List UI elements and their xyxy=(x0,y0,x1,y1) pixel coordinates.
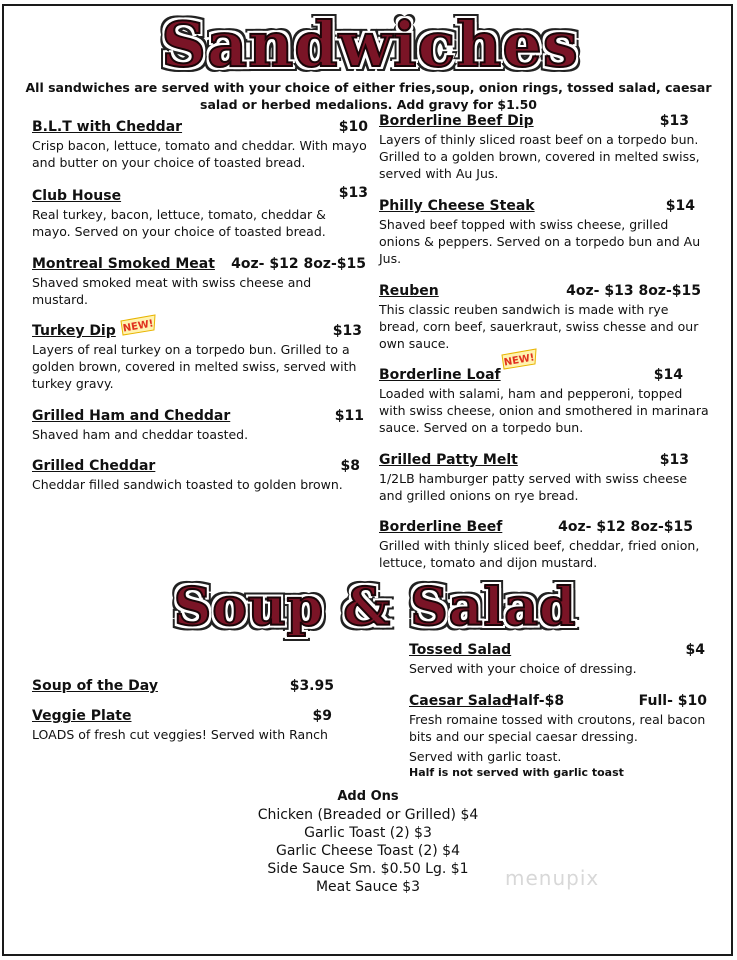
item-price: $13 xyxy=(332,323,362,339)
item-name: Borderline Beef Dip xyxy=(379,113,534,129)
item-name: Veggie Plate xyxy=(32,708,132,724)
item-description: This classic reuben sandwich is made with rye bread, corn beef, sauerkraut, swiss chesse and our own sauce. xyxy=(379,302,699,351)
item-price: $14 xyxy=(665,198,695,214)
item-name: Club House xyxy=(32,188,122,204)
item-price-half: Half-$8 xyxy=(507,693,565,709)
new-badge-text: NEW! xyxy=(122,318,155,335)
item-price: $8 xyxy=(340,458,360,474)
item-description: Real turkey, bacon, lettuce, tomato, cheddar & mayo. Served on your choice of toasted bread. xyxy=(32,207,326,239)
item-price: $3.95 xyxy=(289,678,334,694)
item-description: Fresh romaine tossed with croutons, real bacon bits and our special caesar dressing. xyxy=(409,712,706,744)
menu-item-caesar-salad xyxy=(409,692,709,780)
new-badge-icon xyxy=(119,313,157,337)
item-price: 4oz- $13 8oz-$15 xyxy=(566,283,701,299)
item-description: Shaved smoked meat with swiss cheese and mustard. xyxy=(32,275,312,307)
item-name: Philly Cheese Steak xyxy=(379,198,535,214)
addon-item: Garlic Cheese Toast (2) $4 xyxy=(276,843,460,859)
item-price: $13 xyxy=(338,185,368,201)
item-description: Grilled with thinly sliced beef, cheddar, fried onion, lettuce, tomato and dijon mustard. xyxy=(379,538,700,570)
menu-item-borderline-loaf xyxy=(379,366,709,436)
new-badge-icon xyxy=(500,347,538,371)
item-name: Tossed Salad xyxy=(409,642,512,658)
item-price: $11 xyxy=(334,408,364,424)
menu-item-grilled-cheddar xyxy=(32,457,368,493)
menu-item-blt xyxy=(32,118,368,171)
item-price: $13 xyxy=(659,452,689,468)
item-price: $13 xyxy=(659,113,689,129)
item-description: Shaved ham and cheddar toasted. xyxy=(32,427,249,442)
item-price-full: Full- $10 xyxy=(638,693,707,709)
item-note: Served with garlic toast. xyxy=(409,749,562,764)
menu-item-montreal-smoked-meat xyxy=(32,255,368,308)
menu-item-philly-cheese-steak xyxy=(379,197,709,267)
item-name: Borderline Loaf xyxy=(379,367,501,383)
menu-item-tossed-salad xyxy=(409,641,707,677)
item-name: Borderline Beef xyxy=(379,519,503,535)
item-name: Grilled Ham and Cheddar xyxy=(32,408,231,424)
item-description: 1/2LB hamburger patty served with swiss cheese and grilled onions on rye bread. xyxy=(379,471,688,503)
menu-item-veggie-plate xyxy=(32,707,332,743)
item-name: Soup of the Day xyxy=(32,678,158,694)
item-description: LOADS of fresh cut veggies! Served with Ranch xyxy=(32,727,328,742)
addon-item: Garlic Toast (2) $3 xyxy=(304,825,432,841)
menu-item-borderline-beef xyxy=(379,518,709,571)
item-description: Layers of thinly sliced roast beef on a torpedo bun. Grilled to a golden brown, covered in melted swiss, served with Au Jus. xyxy=(379,132,700,181)
item-price: $14 xyxy=(653,367,683,383)
add-ons-title: Add Ons xyxy=(337,789,399,804)
item-description: Cheddar filled sandwich toasted to golden brown. xyxy=(32,477,343,492)
soup-salad-banner: Soup & Salad xyxy=(173,577,577,638)
item-note-bold: Half is not served with garlic toast xyxy=(409,766,624,779)
addon-item: Side Sauce Sm. $0.50 Lg. $1 xyxy=(267,861,469,877)
menu-item-reuben xyxy=(379,282,709,352)
menu-item-borderline-beef-dip xyxy=(379,112,709,182)
item-description: Crisp bacon, lettuce, tomato and cheddar. With mayo and butter on your choice of toasted bread. xyxy=(32,138,367,170)
item-price: 4oz- $12 8oz-$15 xyxy=(231,256,366,272)
sandwiches-banner: Sandwiches xyxy=(161,8,579,81)
item-name: Reuben xyxy=(379,283,439,299)
add-ons-section xyxy=(200,788,536,896)
item-description: Loaded with salami, ham and pepperoni, topped with swiss cheese, onion and smothered in marinara sauce. Served on a torpedo bun. xyxy=(379,386,709,435)
item-description: Shaved beef topped with swiss cheese, grilled onions & peppers. Served on a torpedo bun and Au Jus. xyxy=(379,217,701,266)
item-description: Layers of real turkey on a torpedo bun. Grilled to a golden brown, covered in melted swiss, served with turkey gravy. xyxy=(32,342,357,391)
menu-item-grilled-ham-cheddar xyxy=(32,407,368,443)
addon-item: Chicken (Breaded or Grilled) $4 xyxy=(257,807,479,823)
addon-item: Meat Sauce $3 xyxy=(315,879,421,895)
item-name: Grilled Patty Melt xyxy=(379,452,518,468)
item-price: $10 xyxy=(338,119,368,135)
menu-item-club-house xyxy=(32,187,368,240)
intro-text: All sandwiches are served with your choice of either fries,soup, onion rings, tossed salad, caesar salad or herbed medalions. Add gravy for $1.50 xyxy=(25,80,712,112)
item-price: 4oz- $12 8oz-$15 xyxy=(558,519,693,535)
item-price: $9 xyxy=(312,708,332,724)
watermark-logo: menupix xyxy=(505,866,600,890)
menu-item-grilled-patty-melt xyxy=(379,451,709,504)
new-badge-text: NEW! xyxy=(503,352,536,369)
item-name: Turkey Dip xyxy=(32,323,116,339)
item-name: B.L.T with Cheddar xyxy=(32,119,183,135)
item-price: $4 xyxy=(685,642,705,658)
item-name: Grilled Cheddar xyxy=(32,458,156,474)
menu-item-turkey-dip xyxy=(32,322,368,392)
menu-item-soup-of-the-day xyxy=(32,677,334,696)
item-description: Served with your choice of dressing. xyxy=(409,661,637,676)
item-name: Caesar Salad xyxy=(409,693,512,709)
item-name: Montreal Smoked Meat xyxy=(32,256,215,272)
